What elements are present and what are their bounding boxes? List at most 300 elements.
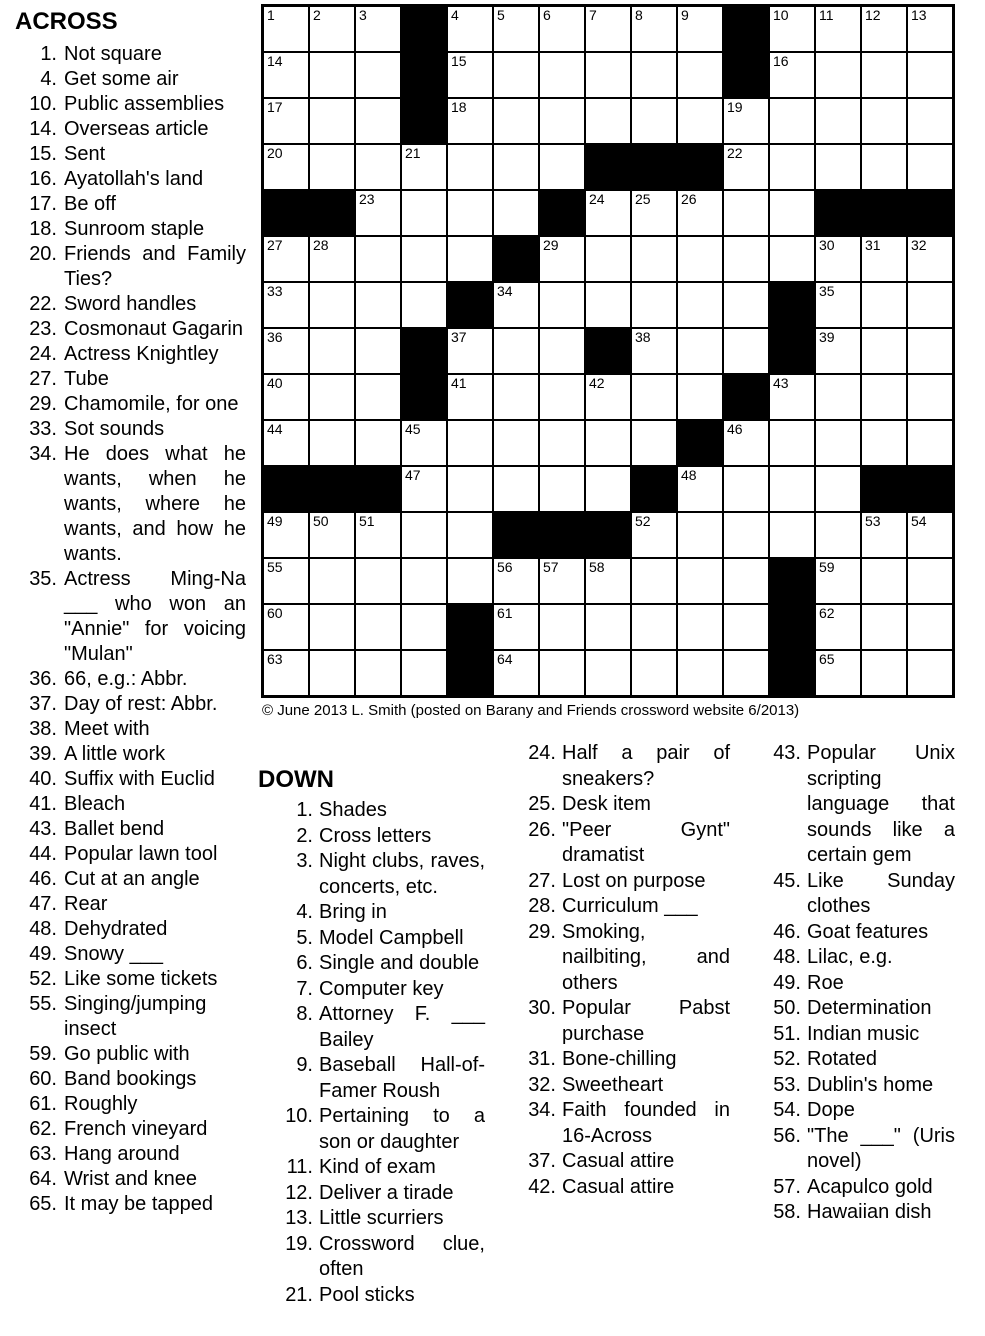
clue-text: Roe <box>807 971 844 994</box>
clue-number: 26. <box>528 818 556 841</box>
grid-cell-white[interactable] <box>770 421 814 465</box>
grid-cell-white[interactable] <box>678 467 722 511</box>
cell-number: 29 <box>543 237 559 253</box>
grid-cell-white[interactable] <box>586 283 630 327</box>
grid-cell-white[interactable] <box>862 513 906 557</box>
grid-cell-white[interactable] <box>494 53 538 97</box>
grid-cell-white[interactable] <box>678 53 722 97</box>
across-clue-37 <box>2 692 246 717</box>
grid-cell-white[interactable] <box>908 651 952 695</box>
clue-number: 5. <box>296 926 313 949</box>
across-clue-65 <box>2 1192 246 1217</box>
cell-number: 3 <box>359 7 367 23</box>
cell-number: 23 <box>359 191 375 207</box>
clue-text: Like some tickets <box>64 968 218 990</box>
cell-number: 1 <box>267 7 275 23</box>
grid-cell-white[interactable] <box>540 467 584 511</box>
grid-cell-white[interactable] <box>862 605 906 649</box>
clue-text: Sword handles <box>64 293 197 315</box>
clue-text: Popular lawn tool <box>64 843 218 865</box>
grid-cell-white[interactable] <box>402 651 446 695</box>
grid-cell-white[interactable] <box>540 605 584 649</box>
grid-cell-white[interactable] <box>862 421 906 465</box>
grid-cell-white[interactable] <box>310 283 354 327</box>
clue-text: Lost on purpose <box>562 869 706 892</box>
grid-cell-white[interactable] <box>494 421 538 465</box>
cell-number: 33 <box>267 283 283 299</box>
grid-cell-white[interactable] <box>632 421 676 465</box>
clue-text: Shades <box>319 799 387 821</box>
grid-cell-white[interactable] <box>862 283 906 327</box>
grid-cell-white[interactable] <box>494 7 538 51</box>
grid-cell-white[interactable] <box>862 99 906 143</box>
grid-cell-white[interactable] <box>494 145 538 189</box>
grid-cell-white[interactable] <box>862 375 906 419</box>
grid-cell-white[interactable] <box>540 145 584 189</box>
grid-cell-white[interactable] <box>770 191 814 235</box>
grid-cell-white[interactable] <box>770 237 814 281</box>
grid-cell-white[interactable] <box>448 191 492 235</box>
down-clue-19 <box>275 1232 485 1283</box>
grid-cell-white[interactable] <box>724 145 768 189</box>
grid-cell-white[interactable] <box>770 99 814 143</box>
grid-cell-white[interactable] <box>586 191 630 235</box>
grid-cell-white[interactable] <box>678 513 722 557</box>
grid-cell-black <box>402 7 446 51</box>
grid-cell-white[interactable] <box>908 513 952 557</box>
grid-cell-white[interactable] <box>586 421 630 465</box>
grid-cell-white[interactable] <box>540 651 584 695</box>
grid-cell-white[interactable] <box>356 99 400 143</box>
grid-cell-white[interactable] <box>632 329 676 373</box>
grid-cell-white[interactable] <box>310 53 354 97</box>
cell-number: 12 <box>865 7 881 23</box>
grid-cell-white[interactable] <box>816 99 860 143</box>
clue-text: Roughly <box>64 1093 138 1115</box>
grid-cell-white[interactable] <box>908 237 952 281</box>
grid-cell-white[interactable] <box>356 513 400 557</box>
grid-cell-white[interactable] <box>678 191 722 235</box>
cell-number: 9 <box>681 7 689 23</box>
grid-cell-black <box>678 145 722 189</box>
grid-cell-white[interactable] <box>264 421 308 465</box>
grid-cell-white[interactable] <box>494 651 538 695</box>
grid-cell-white[interactable] <box>586 651 630 695</box>
grid-cell-white[interactable] <box>540 559 584 603</box>
grid-cell-white[interactable] <box>494 467 538 511</box>
grid-cell-white[interactable] <box>448 145 492 189</box>
clue-number: 20. <box>29 243 57 265</box>
grid-cell-black <box>770 605 814 649</box>
grid-cell-white[interactable] <box>862 53 906 97</box>
down-header: DOWN <box>258 766 334 793</box>
clue-number: 48. <box>29 918 57 940</box>
grid-cell-white[interactable] <box>356 191 400 235</box>
cell-number: 8 <box>635 7 643 23</box>
grid-cell-white[interactable] <box>310 99 354 143</box>
grid-cell-white[interactable] <box>310 237 354 281</box>
down-clue-43 <box>763 741 955 869</box>
grid-cell-white[interactable] <box>678 99 722 143</box>
grid-cell-white[interactable] <box>448 329 492 373</box>
clue-number: 49. <box>773 971 801 994</box>
clue-text: Actress Ming-Na ___ who won an "Annie" for voicing "Mulan" <box>64 568 246 665</box>
grid-cell-white[interactable] <box>724 651 768 695</box>
grid-cell-white[interactable] <box>816 421 860 465</box>
grid-cell-white[interactable] <box>862 559 906 603</box>
clue-text: Cross letters <box>319 824 432 847</box>
grid-cell-white[interactable] <box>264 145 308 189</box>
grid-cell-white[interactable] <box>862 329 906 373</box>
grid-cell-white[interactable] <box>310 7 354 51</box>
grid-cell-white[interactable] <box>402 145 446 189</box>
grid-cell-white[interactable] <box>402 191 446 235</box>
clue-number: 51. <box>773 1022 801 1045</box>
across-clue-22 <box>2 292 246 317</box>
grid-cell-white[interactable] <box>310 329 354 373</box>
grid-cell-black <box>586 145 630 189</box>
grid-cell-white[interactable] <box>724 559 768 603</box>
cell-number: 43 <box>773 375 789 391</box>
grid-cell-white[interactable] <box>816 651 860 695</box>
cell-number: 60 <box>267 605 283 621</box>
clue-number: 28. <box>528 895 556 917</box>
grid-cell-white[interactable] <box>770 467 814 511</box>
clue-number: 10. <box>29 93 57 115</box>
grid-cell-white[interactable] <box>632 559 676 603</box>
clue-text: Rear <box>64 893 108 915</box>
grid-cell-white[interactable] <box>632 237 676 281</box>
grid-cell-white[interactable] <box>632 7 676 51</box>
grid-cell-white[interactable] <box>678 237 722 281</box>
clue-number: 11. <box>286 1156 313 1178</box>
clue-text: Chamomile, for one <box>64 393 239 415</box>
grid-cell-white[interactable] <box>448 421 492 465</box>
grid-cell-white[interactable] <box>264 513 308 557</box>
clue-number: 35. <box>29 568 57 590</box>
grid-cell-white[interactable] <box>816 559 860 603</box>
across-clue-61 <box>2 1092 246 1117</box>
clue-text: Desk item <box>562 793 651 815</box>
grid-cell-white[interactable] <box>816 467 860 511</box>
grid-cell-white[interactable] <box>862 7 906 51</box>
cell-number: 34 <box>497 283 513 299</box>
grid-cell-white[interactable] <box>724 191 768 235</box>
down-clue-27 <box>518 869 730 895</box>
grid-cell-white[interactable] <box>356 53 400 97</box>
grid-cell-white[interactable] <box>264 559 308 603</box>
grid-cell-white[interactable] <box>264 7 308 51</box>
clue-text: Get some air <box>64 68 179 90</box>
across-clue-44 <box>2 842 246 867</box>
clue-text: Friends and Family Ties? <box>64 243 246 290</box>
grid-cell-white[interactable] <box>540 421 584 465</box>
clue-text: Pertaining to a son or daughter <box>319 1105 485 1153</box>
grid-cell-white[interactable] <box>586 99 630 143</box>
clue-text: Determination <box>807 997 932 1019</box>
grid-cell-black <box>310 467 354 511</box>
grid-cell-white[interactable] <box>724 329 768 373</box>
grid-cell-white[interactable] <box>402 237 446 281</box>
grid-cell-white[interactable] <box>724 605 768 649</box>
grid-cell-white[interactable] <box>862 651 906 695</box>
grid-cell-white[interactable] <box>540 375 584 419</box>
clue-text: Ayatollah's land <box>64 168 204 190</box>
grid-cell-white[interactable] <box>908 559 952 603</box>
grid-cell-white[interactable] <box>724 99 768 143</box>
grid-cell-white[interactable] <box>402 421 446 465</box>
grid-cell-white[interactable] <box>908 421 952 465</box>
grid-cell-white[interactable] <box>356 605 400 649</box>
down-clue-57 <box>763 1175 955 1201</box>
cell-number: 54 <box>911 513 927 529</box>
cell-number: 24 <box>589 191 605 207</box>
down-clue-column-2 <box>518 741 730 1200</box>
grid-cell-white[interactable] <box>632 605 676 649</box>
grid-cell-white[interactable] <box>494 283 538 327</box>
grid-cell-white[interactable] <box>402 513 446 557</box>
clue-text: It may be tapped <box>64 1193 213 1215</box>
grid-cell-white[interactable] <box>862 237 906 281</box>
grid-cell-white[interactable] <box>264 329 308 373</box>
clue-number: 61. <box>29 1093 57 1115</box>
grid-cell-white[interactable] <box>310 651 354 695</box>
clue-number: 65. <box>29 1193 57 1215</box>
grid-cell-black <box>494 237 538 281</box>
grid-cell-white[interactable] <box>678 651 722 695</box>
grid-cell-white[interactable] <box>586 53 630 97</box>
grid-cell-white[interactable] <box>586 7 630 51</box>
grid-cell-white[interactable] <box>494 559 538 603</box>
grid-cell-white[interactable] <box>770 7 814 51</box>
grid-cell-white[interactable] <box>816 145 860 189</box>
grid-cell-black <box>724 53 768 97</box>
grid-cell-white[interactable] <box>586 559 630 603</box>
grid-cell-white[interactable] <box>540 53 584 97</box>
cell-number: 11 <box>819 7 834 23</box>
grid-cell-white[interactable] <box>632 283 676 327</box>
down-clue-10 <box>275 1104 485 1155</box>
grid-cell-white[interactable] <box>448 7 492 51</box>
grid-cell-white[interactable] <box>908 329 952 373</box>
grid-cell-white[interactable] <box>402 605 446 649</box>
clue-number: 27. <box>528 869 556 892</box>
clue-number: 29. <box>528 920 556 943</box>
grid-cell-white[interactable] <box>540 7 584 51</box>
grid-cell-white[interactable] <box>356 559 400 603</box>
grid-cell-white[interactable] <box>356 651 400 695</box>
clue-text: "Peer Gynt" dramatist <box>562 818 730 866</box>
grid-cell-white[interactable] <box>310 421 354 465</box>
grid-cell-white[interactable] <box>816 513 860 557</box>
grid-cell-white[interactable] <box>448 513 492 557</box>
across-clue-40 <box>2 767 246 792</box>
grid-cell-white[interactable] <box>586 375 630 419</box>
down-clue-3 <box>275 849 485 900</box>
clue-number: 48. <box>773 946 801 968</box>
grid-cell-white[interactable] <box>540 283 584 327</box>
grid-cell-white[interactable] <box>862 145 906 189</box>
grid-cell-white[interactable] <box>356 283 400 327</box>
clue-text: Curriculum ___ <box>562 895 698 917</box>
grid-cell-white[interactable] <box>310 605 354 649</box>
cell-number: 15 <box>451 53 467 69</box>
grid-cell-white[interactable] <box>908 53 952 97</box>
clue-number: 34. <box>528 1099 556 1121</box>
grid-cell-white[interactable] <box>356 421 400 465</box>
grid-cell-white[interactable] <box>448 375 492 419</box>
grid-cell-black <box>402 329 446 373</box>
grid-cell-white[interactable] <box>632 513 676 557</box>
across-clue-43 <box>2 817 246 842</box>
clue-text: Crossword clue, often <box>319 1232 485 1280</box>
grid-cell-white[interactable] <box>816 329 860 373</box>
grid-cell-white[interactable] <box>402 283 446 327</box>
clue-text: Sweetheart <box>562 1073 664 1096</box>
grid-cell-white[interactable] <box>540 329 584 373</box>
grid-cell-white[interactable] <box>264 651 308 695</box>
clue-number: 57. <box>773 1175 801 1198</box>
grid-cell-white[interactable] <box>586 605 630 649</box>
cell-number: 40 <box>267 375 283 391</box>
grid-cell-white[interactable] <box>494 329 538 373</box>
clue-number: 17. <box>29 193 57 215</box>
grid-cell-white[interactable] <box>540 99 584 143</box>
grid-cell-white[interactable] <box>908 375 952 419</box>
grid-cell-white[interactable] <box>678 559 722 603</box>
grid-cell-white[interactable] <box>310 145 354 189</box>
grid-cell-white[interactable] <box>402 559 446 603</box>
grid-cell-white[interactable] <box>816 605 860 649</box>
grid-cell-white[interactable] <box>264 283 308 327</box>
grid-cell-white[interactable] <box>264 53 308 97</box>
grid-cell-white[interactable] <box>678 605 722 649</box>
clue-text: Cut at an angle <box>64 868 200 890</box>
grid-cell-white[interactable] <box>402 467 446 511</box>
grid-cell-white[interactable] <box>632 99 676 143</box>
grid-cell-white[interactable] <box>816 53 860 97</box>
grid-cell-white[interactable] <box>816 7 860 51</box>
grid-cell-black <box>402 375 446 419</box>
grid-cell-white[interactable] <box>356 375 400 419</box>
grid-cell-white[interactable] <box>770 145 814 189</box>
grid-cell-white[interactable] <box>816 375 860 419</box>
clue-text: Dublin's home <box>807 1073 934 1096</box>
grid-cell-white[interactable] <box>908 283 952 327</box>
clue-number: 55. <box>29 993 57 1015</box>
grid-cell-white[interactable] <box>494 191 538 235</box>
grid-cell-white[interactable] <box>356 145 400 189</box>
grid-cell-black <box>356 467 400 511</box>
grid-cell-white[interactable] <box>816 237 860 281</box>
grid-cell-white[interactable] <box>678 283 722 327</box>
grid-cell-white[interactable] <box>356 7 400 51</box>
grid-cell-white[interactable] <box>448 237 492 281</box>
down-clue-29 <box>518 920 730 997</box>
cell-number: 47 <box>405 467 421 483</box>
clue-text: Rotated <box>807 1048 878 1070</box>
grid-cell-white[interactable] <box>494 99 538 143</box>
cell-number: 2 <box>313 7 321 23</box>
down-clue-7 <box>275 977 485 1003</box>
clue-number: 62. <box>29 1118 57 1140</box>
grid-cell-white[interactable] <box>678 7 722 51</box>
grid-cell-white[interactable] <box>632 651 676 695</box>
grid-cell-white[interactable] <box>448 559 492 603</box>
clue-number: 43. <box>773 742 801 764</box>
cell-number: 18 <box>451 99 467 115</box>
copyright-line: © June 2013 L. Smith (posted on Barany and Friends crossword website 6/2013) <box>262 702 800 719</box>
cell-number: 41 <box>451 375 467 391</box>
grid-cell-white[interactable] <box>678 329 722 373</box>
grid-cell-white[interactable] <box>908 7 952 51</box>
grid-cell-white[interactable] <box>540 237 584 281</box>
down-clue-5 <box>275 926 485 952</box>
grid-cell-white[interactable] <box>632 53 676 97</box>
grid-cell-white[interactable] <box>264 605 308 649</box>
grid-cell-black <box>724 7 768 51</box>
clue-text: Deliver a tirade <box>319 1181 454 1204</box>
grid-cell-white[interactable] <box>770 53 814 97</box>
grid-cell-white[interactable] <box>264 99 308 143</box>
grid-cell-white[interactable] <box>586 467 630 511</box>
clue-text: Public assemblies <box>64 93 225 115</box>
grid-cell-white[interactable] <box>678 375 722 419</box>
clue-number: 54. <box>773 1099 801 1121</box>
down-clue-24 <box>518 741 730 792</box>
grid-cell-white[interactable] <box>908 605 952 649</box>
grid-cell-white[interactable] <box>908 99 952 143</box>
grid-cell-white[interactable] <box>632 191 676 235</box>
grid-cell-white[interactable] <box>770 375 814 419</box>
clue-text: Bleach <box>64 793 126 815</box>
clue-text: Casual attire <box>562 1175 675 1198</box>
clue-text: Faith founded in 16-Across <box>562 1099 730 1147</box>
grid-cell-white[interactable] <box>724 237 768 281</box>
grid-cell-white[interactable] <box>724 467 768 511</box>
down-clue-column-1 <box>275 798 485 1308</box>
clue-number: 18. <box>29 218 57 240</box>
grid-cell-white[interactable] <box>448 467 492 511</box>
grid-cell-black <box>908 191 952 235</box>
grid-cell-white[interactable] <box>356 329 400 373</box>
grid-cell-white[interactable] <box>356 237 400 281</box>
grid-cell-white[interactable] <box>494 605 538 649</box>
down-clue-32 <box>518 1073 730 1099</box>
grid-cell-white[interactable] <box>310 559 354 603</box>
clue-number: 52. <box>773 1048 801 1070</box>
grid-cell-white[interactable] <box>264 237 308 281</box>
grid-cell-white[interactable] <box>724 283 768 327</box>
grid-cell-white[interactable] <box>770 513 814 557</box>
grid-cell-black <box>494 513 538 557</box>
clue-text: Day of rest: Abbr. <box>64 693 218 715</box>
grid-cell-white[interactable] <box>724 421 768 465</box>
grid-cell-white[interactable] <box>586 237 630 281</box>
grid-cell-white[interactable] <box>264 375 308 419</box>
grid-cell-white[interactable] <box>494 375 538 419</box>
grid-cell-white[interactable] <box>632 375 676 419</box>
grid-cell-white[interactable] <box>448 99 492 143</box>
grid-cell-white[interactable] <box>908 145 952 189</box>
clue-number: 15. <box>29 143 57 165</box>
grid-cell-white[interactable] <box>816 283 860 327</box>
grid-cell-white[interactable] <box>724 513 768 557</box>
grid-cell-white[interactable] <box>448 53 492 97</box>
clue-number: 14. <box>29 118 57 140</box>
grid-cell-white[interactable] <box>310 375 354 419</box>
grid-cell-white[interactable] <box>310 513 354 557</box>
